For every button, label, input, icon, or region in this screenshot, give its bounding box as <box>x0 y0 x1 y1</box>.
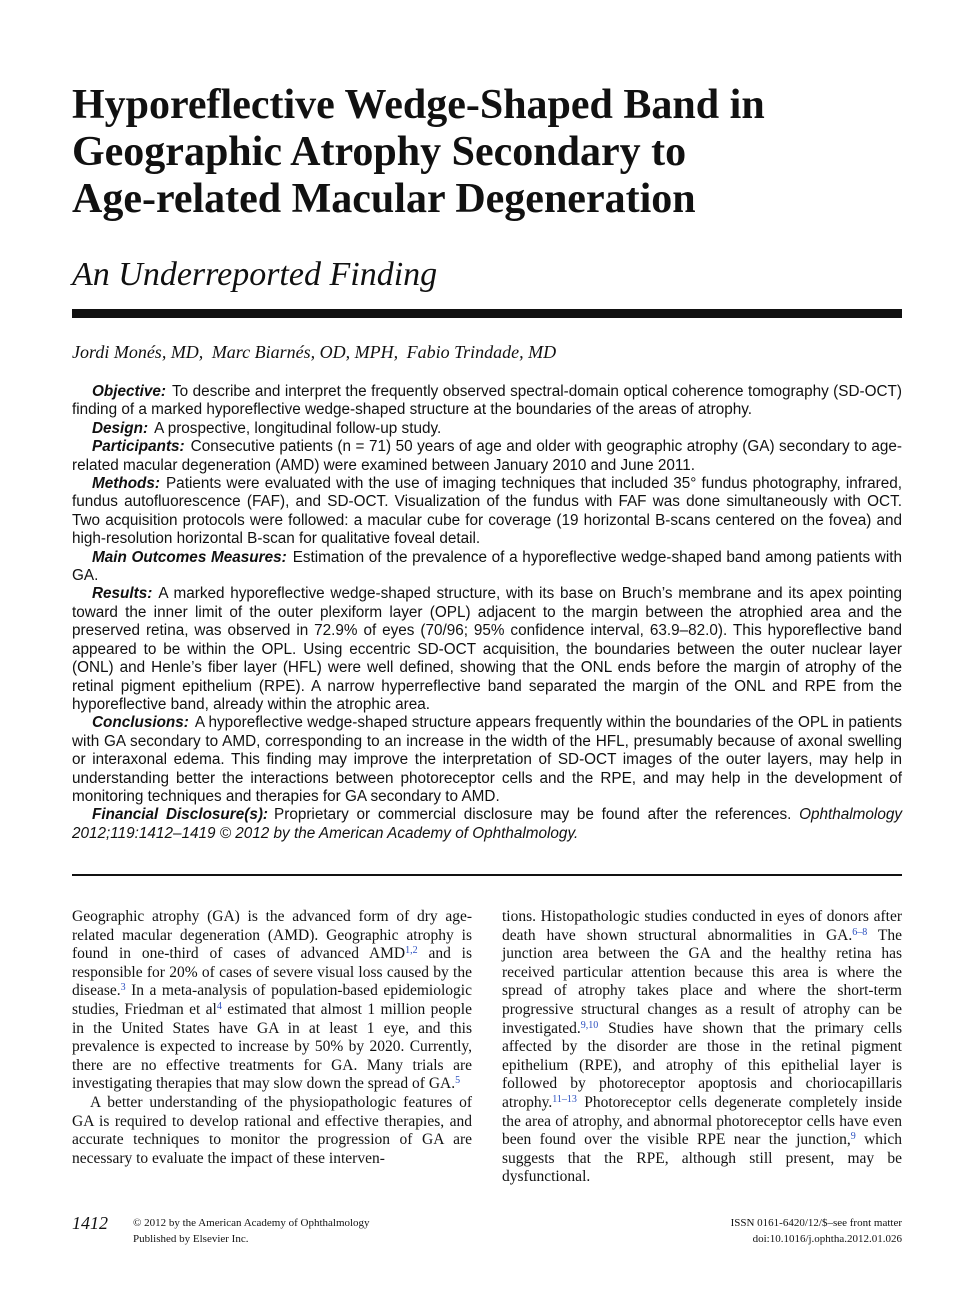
section-label: Objective: <box>92 383 166 400</box>
body-column-right <box>502 908 902 1187</box>
abstract-disclosure <box>72 806 902 843</box>
section-label: Results: <box>92 585 153 603</box>
author: Jordi Monés, MD, <box>72 342 204 362</box>
section-label: Design: <box>92 419 149 437</box>
body-paragraph <box>72 908 472 1094</box>
issn-line: ISSN 0161-6420/12/$–see front matter <box>730 1217 902 1229</box>
body-text: estimated that almost 1 million people in the United States have GA in at least 1 eye, and this prevalence is expected to increase by 50% by 2020. Currently, there are no effective treatments for GA. Many trials are investigating therapies that may slow down the spread of GA. <box>72 1000 472 1093</box>
author: Marc Biarnés, OD, MPH, <box>211 342 399 362</box>
abstract-methods <box>72 475 902 549</box>
reference-link[interactable]: 9,10 <box>580 1019 599 1031</box>
body-paragraph: A better understanding of the physiopathologic features of GA is required to develop rational and effective therapies, and accurate techniques to monitor the progression of GA are necessary to evaluate the impact of these interven- <box>72 1093 472 1167</box>
reference-link[interactable]: 4 <box>216 1000 222 1012</box>
reference-link[interactable]: 9 <box>850 1131 856 1143</box>
body-text: Studies have shown that the primary cells affected by the disorder are those in the retinal pigment epithelium (RPE), and atrophy of this epithelial layer is followed by photoreceptor apoptosis and choriocapillaris atrophy. <box>502 1019 902 1111</box>
doi-line: doi:10.1016/j.ophtha.2012.01.026 <box>752 1233 902 1245</box>
section-text: A marked hyporeflective wedge-shaped structure, with its base on Bruch’s membrane and its apex pointing toward the inner limit of the outer plexiform layer (OPL) adjacent to the margin between the atrophied area and the preserved retina, was observed in 72.9% of eyes (70/96; 95% confidence interval, 63.9–82.0). This hyporeflective band appeared to be within the OPL. Using eccentric SD-OCT acquisition, the boundaries between the outer nuclear layer (ONL) and Henle’s fiber layer (HFL) were well defined, showing that the ONL ends before the margin of atrophy of the retinal pigment epithelium (RPE). A narrow hyperreflective band separated the margin of the ONL and RPE from the hyporeflective band, already within the atrophic area. <box>72 585 902 713</box>
reference-link[interactable]: 1,2 <box>405 945 418 957</box>
author-list <box>72 340 556 364</box>
body-text: In a meta-analysis of population-based epidemiologic studies, Friedman et al <box>72 982 472 1018</box>
reference-link[interactable]: 3 <box>120 982 126 994</box>
section-text: Patients were evaluated with the use of imaging techniques that included 35° fundus photography, infrared, fundus autofluorescence (FAF), and SD-OCT. Visualization of the fundus with FAF was done simultaneously with OCT. Two acquisition protocols were followed: a macular cube for coverage (19 horizontal B-scans centered on the fovea) and high-resolution horizontal B-scan for qualitative foveal detail. <box>72 475 902 548</box>
section-label: Participants: <box>92 438 185 456</box>
reference-link[interactable]: 6–8 <box>852 926 868 938</box>
page-footer <box>0 1212 975 1252</box>
copyright-line: © 2012 by the American Academy of Ophthalmology <box>133 1217 370 1229</box>
abstract-outcomes <box>72 549 902 586</box>
body-text: Geographic atrophy (GA) is the advanced form of dry age-related macular degeneration (AMD). Geographic atrophy is found in one-third of cases of advanced AMD <box>72 908 472 963</box>
section-label: Conclusions: <box>92 714 189 732</box>
title-line: Hyporeflective Wedge-Shaped Band in <box>72 82 765 128</box>
footer-right <box>731 1215 902 1247</box>
section-text: A prospective, longitudinal follow-up study. <box>154 419 442 437</box>
abstract-results <box>72 585 902 714</box>
section-label: Financial Disclosure(s): <box>92 806 269 824</box>
abstract <box>72 383 902 843</box>
section-text: To describe and interpret the frequently observed spectral-domain optical coherence tomography (SD-OCT) finding of a marked hyporeflective wedge-shaped structure at the boundaries of the areas of atrophy. <box>72 383 902 419</box>
journal-citation: Ophthalmology 2012;119:1412–1419 © 2012 by the American Academy of Ophthalmology. <box>72 806 902 842</box>
publisher-line: Published by Elsevier Inc. <box>133 1233 249 1245</box>
article-subtitle: An Underreported Finding <box>72 256 438 293</box>
article-title <box>72 82 902 223</box>
page-number: 1412 <box>72 1213 108 1233</box>
body-text: tions. Histopathologic studies conducted in eyes of donors after death have shown structural abnormalities in GA. <box>502 908 902 944</box>
section-label: Main Outcomes Measures: <box>92 548 287 566</box>
title-line: Age-related Macular Degeneration <box>72 176 696 222</box>
section-text: Consecutive patients (n = 71) 50 years of age and older with geographic atrophy (GA) secondary to age-related macular degeneration (AMD) were examined between January 2010 and June 2011. <box>72 438 902 474</box>
body-text: Photoreceptor cells degenerate completely inside the area of atrophy, and abnormal photoreceptor cells have even been found over the visible RPE near the junction, <box>502 1093 902 1149</box>
abstract-rule <box>72 874 902 876</box>
abstract-conclusions <box>72 714 902 806</box>
reference-link[interactable]: 5 <box>455 1075 461 1087</box>
body-paragraph <box>502 908 902 1187</box>
body-text: which suggests that the RPE, although still present, may be dysfunctional. <box>502 1131 902 1186</box>
section-text: Proprietary or commercial disclosure may be found after the references. <box>274 806 792 824</box>
abstract-design <box>72 420 902 438</box>
body-text: and is responsible for 20% of cases of severe visual loss caused by the disease. <box>72 945 472 1000</box>
section-text: A hyporeflective wedge-shaped structure appears frequently within the boundaries of the OPL in patients with GA secondary to AMD, corresponding to an increase in the width of the HFL, presumably because of axonal swelling or interaxonal edema. This finding may improve the interpretation of SD-OCT images of the outer layers, may help in understanding better the interactions between photoreceptor cells and the RPE, and may help in the development of monitoring techniques and therapies for GA secondary to AMD. <box>72 714 902 805</box>
body-text: The junction area between the GA and the healthy retina has received particular attention because this area is where the spread of atrophy takes place and where the short-term progressive structural changes as a result of atrophy can be investigated. <box>502 926 902 1037</box>
abstract-objective <box>72 383 902 420</box>
body-column-left <box>72 908 472 1168</box>
author: Fabio Trindade, MD <box>406 342 557 362</box>
title-line: Geographic Atrophy Secondary to <box>72 129 687 175</box>
title-rule <box>72 309 902 318</box>
section-text: Estimation of the prevalence of a hyporeflective wedge-shaped band among patients with GA. <box>72 548 902 585</box>
abstract-participants <box>72 438 902 475</box>
footer-left <box>133 1215 370 1247</box>
section-label: Methods: <box>92 475 160 493</box>
reference-link[interactable]: 11–13 <box>552 1093 577 1105</box>
